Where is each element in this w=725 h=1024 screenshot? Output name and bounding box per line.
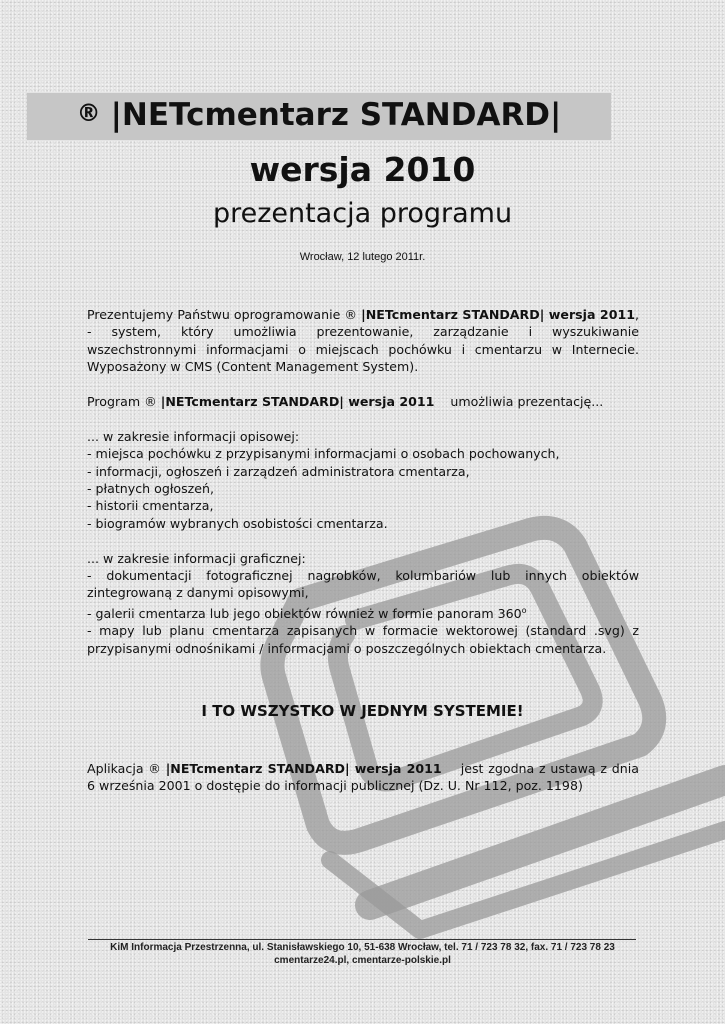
- intro-lead: Prezentujemy Państwu oprogramowanie ®: [87, 307, 362, 322]
- program-paragraph: [87, 393, 639, 410]
- list-item-text: - galerii cmentarza lub jego obiektów również w formie panoram 360: [87, 606, 522, 622]
- subtitle: prezentacja programu: [212, 198, 513, 229]
- version-title: wersja 2010: [249, 150, 476, 189]
- program-product: |NETcmentarz STANDARD| wersja 2011: [160, 394, 435, 410]
- application-lead: Aplikacja ®: [87, 761, 166, 776]
- program-rest: umożliwia prezentację...: [434, 394, 604, 410]
- list-item: - informacji, ogłoszeń i zarządzeń administratora cmentarza,: [87, 463, 470, 479]
- intro-product: |NETcmentarz STANDARD| wersja 2011: [361, 307, 635, 322]
- intro-rest: , - system, który umożliwia prezentowanie, zarządzanie i wyszukiwanie wszechstronnymi informacjami o miejscach pochówku i cmentarzu w Internecie. Wyposażony w CMS (Content Management System).: [87, 307, 640, 375]
- registered-mark: ®: [76, 99, 101, 127]
- graphic-heading: ... w zakresie informacji graficznej:: [87, 550, 306, 566]
- footer-divider: [88, 939, 636, 940]
- product-name: |NETcmentarz STANDARD|: [110, 97, 562, 133]
- application-product: |NETcmentarz STANDARD| wersja 2011: [165, 761, 442, 776]
- list-item: - płatnych ogłoszeń,: [87, 481, 215, 497]
- list-item: - dokumentacji fotograficznej nagrobków, kolumbariów lub innych obiektów zintegrowaną z danymi opisowymi,: [87, 568, 639, 601]
- document-date: Wrocław, 12 lutego 2011r.: [299, 251, 426, 263]
- list-item: - mapy lub planu cmentarza zapisanych w formacie wektorowej (standard .svg) z przypisanymi odnośnikami / informacjami o poszczególnych obiektach cmentarza.: [87, 623, 639, 656]
- footer-websites: cmentarze24.pl, cmentarze-polskie.pl: [274, 955, 451, 966]
- list-item: - historii cmentarza,: [87, 498, 214, 514]
- degree-superscript: o: [521, 605, 527, 615]
- list-item: - biogramów wybranych osobistości cmentarza.: [87, 515, 388, 531]
- application-rest: jest zgodna z ustawą z dnia 6 września 2001 o dostępie do informacji publicznej (Dz. U. Nr 112, poz. 1198): [87, 761, 644, 794]
- intro-paragraph: [87, 306, 639, 376]
- program-lead: Program ®: [87, 394, 161, 410]
- list-item: - miejsca pochówku z przypisanymi informacjami o osobach pochowanych,: [87, 446, 560, 462]
- descriptive-heading: ... w zakresie informacji opisowej:: [87, 428, 300, 444]
- application-paragraph: [87, 760, 644, 795]
- document-body: [87, 306, 639, 657]
- footer-address: KiM Informacja Przestrzenna, ul. Stanisławskiego 10, 51-638 Wrocław, tel. 71 / 723 78 32, fax. 71 / 723 78 23: [110, 942, 615, 953]
- headline: I TO WSZYSTKO W JEDNYM SYSTEMIE!: [201, 702, 524, 720]
- list-item: [87, 602, 639, 623]
- product-title: [27, 97, 611, 133]
